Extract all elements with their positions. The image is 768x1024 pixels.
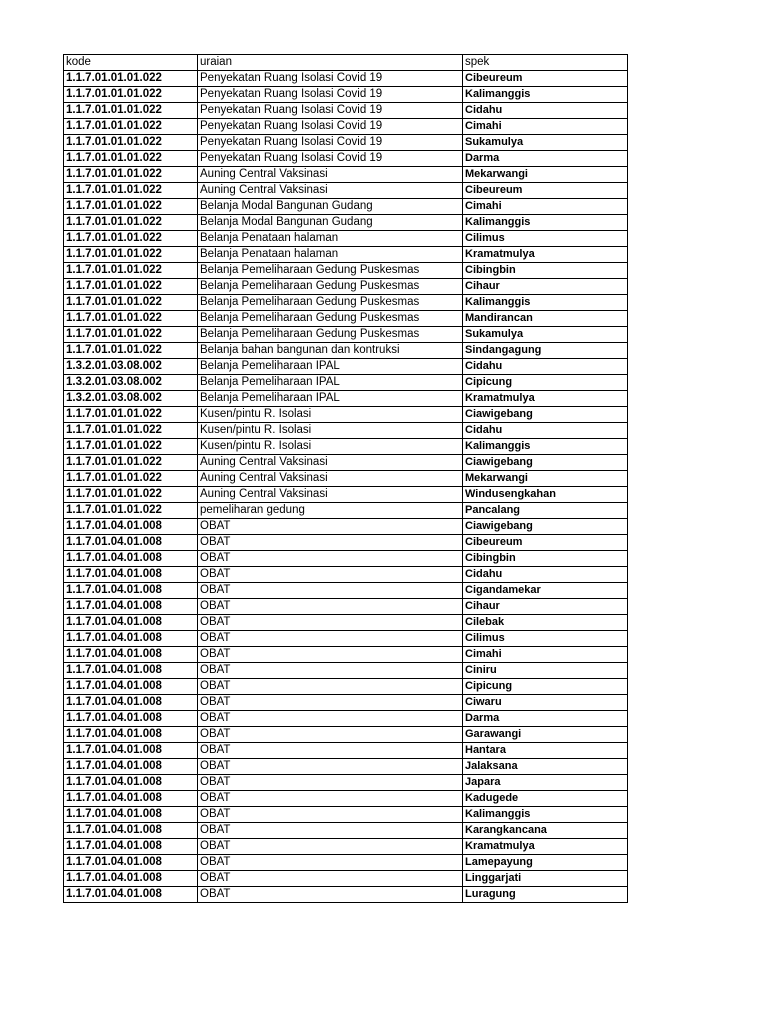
cell-spek: Hantara — [463, 743, 628, 759]
cell-uraian: Penyekatan Ruang Isolasi Covid 19 — [198, 103, 463, 119]
table-row — [64, 775, 628, 791]
cell-kode: 1.1.7.01.01.01.022 — [64, 487, 198, 503]
cell-uraian: Penyekatan Ruang Isolasi Covid 19 — [198, 151, 463, 167]
table-row — [64, 663, 628, 679]
cell-kode: 1.1.7.01.01.01.022 — [64, 231, 198, 247]
cell-kode: 1.3.2.01.03.08.002 — [64, 375, 198, 391]
table-row — [64, 503, 628, 519]
cell-uraian: pemeliharan gedung — [198, 503, 463, 519]
cell-uraian: Penyekatan Ruang Isolasi Covid 19 — [198, 119, 463, 135]
cell-uraian: Auning Central Vaksinasi — [198, 487, 463, 503]
table-row — [64, 695, 628, 711]
cell-kode: 1.1.7.01.04.01.008 — [64, 823, 198, 839]
cell-kode: 1.3.2.01.03.08.002 — [64, 359, 198, 375]
cell-spek: Lamepayung — [463, 855, 628, 871]
spreadsheet-page — [63, 54, 627, 903]
cell-kode: 1.1.7.01.01.01.022 — [64, 295, 198, 311]
cell-kode: 1.1.7.01.01.01.022 — [64, 407, 198, 423]
cell-kode: 1.1.7.01.01.01.022 — [64, 215, 198, 231]
cell-uraian: Belanja Pemeliharaan Gedung Puskesmas — [198, 311, 463, 327]
table-row — [64, 711, 628, 727]
cell-kode: 1.1.7.01.04.01.008 — [64, 871, 198, 887]
table-row — [64, 343, 628, 359]
cell-uraian: Belanja Pemeliharaan IPAL — [198, 391, 463, 407]
table-row — [64, 263, 628, 279]
table-row — [64, 295, 628, 311]
cell-spek: Cidahu — [463, 103, 628, 119]
table-row — [64, 727, 628, 743]
cell-kode: 1.1.7.01.01.01.022 — [64, 71, 198, 87]
cell-spek: Cigandamekar — [463, 583, 628, 599]
cell-uraian: OBAT — [198, 663, 463, 679]
cell-spek: Windusengkahan — [463, 487, 628, 503]
table-row — [64, 391, 628, 407]
cell-kode: 1.1.7.01.01.01.022 — [64, 103, 198, 119]
cell-uraian: Belanja Modal Bangunan Gudang — [198, 215, 463, 231]
cell-spek: Kramatmulya — [463, 247, 628, 263]
header-kode: kode — [64, 55, 198, 71]
cell-uraian: OBAT — [198, 759, 463, 775]
cell-spek: Jalaksana — [463, 759, 628, 775]
cell-uraian: Kusen/pintu R. Isolasi — [198, 423, 463, 439]
cell-uraian: Kusen/pintu R. Isolasi — [198, 439, 463, 455]
cell-kode: 1.1.7.01.04.01.008 — [64, 727, 198, 743]
cell-spek: Sukamulya — [463, 327, 628, 343]
table-row — [64, 359, 628, 375]
table-row — [64, 327, 628, 343]
cell-kode: 1.1.7.01.01.01.022 — [64, 119, 198, 135]
cell-spek: Sindangagung — [463, 343, 628, 359]
table-row — [64, 311, 628, 327]
cell-kode: 1.1.7.01.01.01.022 — [64, 311, 198, 327]
cell-uraian: Belanja Pemeliharaan Gedung Puskesmas — [198, 327, 463, 343]
cell-kode: 1.1.7.01.04.01.008 — [64, 679, 198, 695]
cell-spek: Cibeureum — [463, 183, 628, 199]
table-row — [64, 135, 628, 151]
cell-uraian: Kusen/pintu R. Isolasi — [198, 407, 463, 423]
cell-spek: Darma — [463, 711, 628, 727]
cell-kode: 1.1.7.01.01.01.022 — [64, 503, 198, 519]
cell-spek: Cilimus — [463, 231, 628, 247]
table-row — [64, 455, 628, 471]
cell-spek: Linggarjati — [463, 871, 628, 887]
cell-uraian: Auning Central Vaksinasi — [198, 455, 463, 471]
cell-kode: 1.1.7.01.01.01.022 — [64, 247, 198, 263]
table-row — [64, 279, 628, 295]
cell-spek: Cipicung — [463, 679, 628, 695]
cell-spek: Kadugede — [463, 791, 628, 807]
table-row — [64, 103, 628, 119]
cell-uraian: Belanja Modal Bangunan Gudang — [198, 199, 463, 215]
cell-uraian: OBAT — [198, 807, 463, 823]
cell-spek: Kramatmulya — [463, 839, 628, 855]
cell-spek: Cidahu — [463, 567, 628, 583]
cell-spek: Japara — [463, 775, 628, 791]
cell-kode: 1.1.7.01.01.01.022 — [64, 439, 198, 455]
cell-uraian: Penyekatan Ruang Isolasi Covid 19 — [198, 87, 463, 103]
table-row — [64, 631, 628, 647]
cell-uraian: Belanja Pemeliharaan Gedung Puskesmas — [198, 279, 463, 295]
cell-kode: 1.1.7.01.01.01.022 — [64, 87, 198, 103]
cell-spek: Ciawigebang — [463, 519, 628, 535]
table-row — [64, 647, 628, 663]
cell-uraian: Belanja Pemeliharaan Gedung Puskesmas — [198, 295, 463, 311]
table-row — [64, 551, 628, 567]
cell-uraian: OBAT — [198, 631, 463, 647]
header-row — [64, 55, 628, 71]
cell-spek: Cimahi — [463, 119, 628, 135]
table-row — [64, 535, 628, 551]
cell-kode: 1.1.7.01.04.01.008 — [64, 743, 198, 759]
table-row — [64, 183, 628, 199]
cell-kode: 1.1.7.01.01.01.022 — [64, 455, 198, 471]
cell-kode: 1.1.7.01.04.01.008 — [64, 631, 198, 647]
cell-uraian: OBAT — [198, 823, 463, 839]
cell-kode: 1.1.7.01.04.01.008 — [64, 647, 198, 663]
cell-uraian: Penyekatan Ruang Isolasi Covid 19 — [198, 135, 463, 151]
table-row — [64, 839, 628, 855]
cell-uraian: OBAT — [198, 711, 463, 727]
table-row — [64, 87, 628, 103]
cell-spek: Cihaur — [463, 599, 628, 615]
cell-spek: Cibeureum — [463, 535, 628, 551]
cell-uraian: Auning Central Vaksinasi — [198, 167, 463, 183]
cell-spek: Cilebak — [463, 615, 628, 631]
cell-uraian: OBAT — [198, 599, 463, 615]
cell-spek: Cibeureum — [463, 71, 628, 87]
cell-spek: Kalimanggis — [463, 807, 628, 823]
table-row — [64, 167, 628, 183]
cell-spek: Ciawigebang — [463, 455, 628, 471]
cell-kode: 1.3.2.01.03.08.002 — [64, 391, 198, 407]
cell-kode: 1.1.7.01.01.01.022 — [64, 151, 198, 167]
table-row — [64, 375, 628, 391]
cell-uraian: Belanja Pemeliharaan IPAL — [198, 359, 463, 375]
cell-spek: Cimahi — [463, 647, 628, 663]
cell-spek: Pancalang — [463, 503, 628, 519]
cell-uraian: OBAT — [198, 583, 463, 599]
cell-kode: 1.1.7.01.04.01.008 — [64, 855, 198, 871]
cell-spek: Mekarwangi — [463, 167, 628, 183]
table-row — [64, 759, 628, 775]
cell-kode: 1.1.7.01.04.01.008 — [64, 663, 198, 679]
table-row — [64, 487, 628, 503]
table-row — [64, 247, 628, 263]
data-table — [63, 54, 628, 903]
cell-kode: 1.1.7.01.04.01.008 — [64, 775, 198, 791]
cell-kode: 1.1.7.01.01.01.022 — [64, 279, 198, 295]
table-row — [64, 407, 628, 423]
cell-kode: 1.1.7.01.04.01.008 — [64, 807, 198, 823]
cell-kode: 1.1.7.01.01.01.022 — [64, 263, 198, 279]
cell-spek: Cidahu — [463, 423, 628, 439]
table-row — [64, 119, 628, 135]
cell-kode: 1.1.7.01.01.01.022 — [64, 423, 198, 439]
cell-uraian: OBAT — [198, 727, 463, 743]
cell-kode: 1.1.7.01.04.01.008 — [64, 887, 198, 903]
cell-spek: Mandirancan — [463, 311, 628, 327]
cell-uraian: OBAT — [198, 791, 463, 807]
cell-uraian: Belanja Penataan halaman — [198, 247, 463, 263]
table-row — [64, 567, 628, 583]
cell-kode: 1.1.7.01.01.01.022 — [64, 183, 198, 199]
header-spek: spek — [463, 55, 628, 71]
cell-spek: Ciawigebang — [463, 407, 628, 423]
cell-spek: Cidahu — [463, 359, 628, 375]
cell-kode: 1.1.7.01.04.01.008 — [64, 599, 198, 615]
cell-uraian: Belanja Pemeliharaan Gedung Puskesmas — [198, 263, 463, 279]
cell-uraian: OBAT — [198, 551, 463, 567]
cell-uraian: Penyekatan Ruang Isolasi Covid 19 — [198, 71, 463, 87]
cell-spek: Luragung — [463, 887, 628, 903]
cell-uraian: OBAT — [198, 679, 463, 695]
cell-spek: Sukamulya — [463, 135, 628, 151]
cell-kode: 1.1.7.01.04.01.008 — [64, 551, 198, 567]
cell-uraian: Belanja Penataan halaman — [198, 231, 463, 247]
cell-spek: Kalimanggis — [463, 215, 628, 231]
cell-kode: 1.1.7.01.04.01.008 — [64, 839, 198, 855]
cell-kode: 1.1.7.01.01.01.022 — [64, 135, 198, 151]
cell-spek: Mekarwangi — [463, 471, 628, 487]
table-row — [64, 71, 628, 87]
table-row — [64, 823, 628, 839]
cell-kode: 1.1.7.01.01.01.022 — [64, 471, 198, 487]
cell-kode: 1.1.7.01.04.01.008 — [64, 567, 198, 583]
cell-spek: Cihaur — [463, 279, 628, 295]
cell-uraian: OBAT — [198, 647, 463, 663]
cell-uraian: OBAT — [198, 775, 463, 791]
cell-spek: Kalimanggis — [463, 87, 628, 103]
cell-kode: 1.1.7.01.04.01.008 — [64, 695, 198, 711]
cell-spek: Cibingbin — [463, 551, 628, 567]
table-row — [64, 151, 628, 167]
cell-spek: Cibingbin — [463, 263, 628, 279]
cell-kode: 1.1.7.01.04.01.008 — [64, 711, 198, 727]
table-row — [64, 215, 628, 231]
table-row — [64, 231, 628, 247]
table-row — [64, 599, 628, 615]
cell-uraian: OBAT — [198, 855, 463, 871]
cell-kode: 1.1.7.01.01.01.022 — [64, 327, 198, 343]
table-body — [64, 71, 628, 903]
header-uraian: uraian — [198, 55, 463, 71]
cell-uraian: Belanja bahan bangunan dan kontruksi — [198, 343, 463, 359]
cell-spek: Ciwaru — [463, 695, 628, 711]
cell-uraian: Belanja Pemeliharaan IPAL — [198, 375, 463, 391]
cell-uraian: Auning Central Vaksinasi — [198, 183, 463, 199]
cell-uraian: OBAT — [198, 535, 463, 551]
table-row — [64, 519, 628, 535]
cell-kode: 1.1.7.01.04.01.008 — [64, 519, 198, 535]
cell-kode: 1.1.7.01.04.01.008 — [64, 615, 198, 631]
cell-uraian: OBAT — [198, 615, 463, 631]
table-row — [64, 471, 628, 487]
cell-spek: Garawangi — [463, 727, 628, 743]
cell-spek: Kramatmulya — [463, 391, 628, 407]
cell-spek: Kalimanggis — [463, 295, 628, 311]
cell-spek: Cimahi — [463, 199, 628, 215]
table-row — [64, 423, 628, 439]
cell-kode: 1.1.7.01.04.01.008 — [64, 535, 198, 551]
cell-uraian: OBAT — [198, 887, 463, 903]
cell-uraian: Auning Central Vaksinasi — [198, 471, 463, 487]
cell-spek: Cilimus — [463, 631, 628, 647]
cell-uraian: OBAT — [198, 567, 463, 583]
cell-kode: 1.1.7.01.01.01.022 — [64, 199, 198, 215]
table-row — [64, 887, 628, 903]
cell-kode: 1.1.7.01.04.01.008 — [64, 791, 198, 807]
table-row — [64, 791, 628, 807]
cell-uraian: OBAT — [198, 839, 463, 855]
cell-kode: 1.1.7.01.04.01.008 — [64, 583, 198, 599]
table-row — [64, 439, 628, 455]
table-row — [64, 615, 628, 631]
cell-kode: 1.1.7.01.01.01.022 — [64, 167, 198, 183]
cell-uraian: OBAT — [198, 743, 463, 759]
cell-spek: Darma — [463, 151, 628, 167]
cell-uraian: OBAT — [198, 695, 463, 711]
table-row — [64, 871, 628, 887]
table-row — [64, 807, 628, 823]
cell-uraian: OBAT — [198, 871, 463, 887]
cell-kode: 1.1.7.01.01.01.022 — [64, 343, 198, 359]
cell-spek: Cipicung — [463, 375, 628, 391]
cell-kode: 1.1.7.01.04.01.008 — [64, 759, 198, 775]
cell-spek: Kalimanggis — [463, 439, 628, 455]
cell-spek: Karangkancana — [463, 823, 628, 839]
table-row — [64, 199, 628, 215]
table-row — [64, 583, 628, 599]
table-row — [64, 679, 628, 695]
cell-spek: Ciniru — [463, 663, 628, 679]
cell-uraian: OBAT — [198, 519, 463, 535]
table-row — [64, 855, 628, 871]
table-row — [64, 743, 628, 759]
